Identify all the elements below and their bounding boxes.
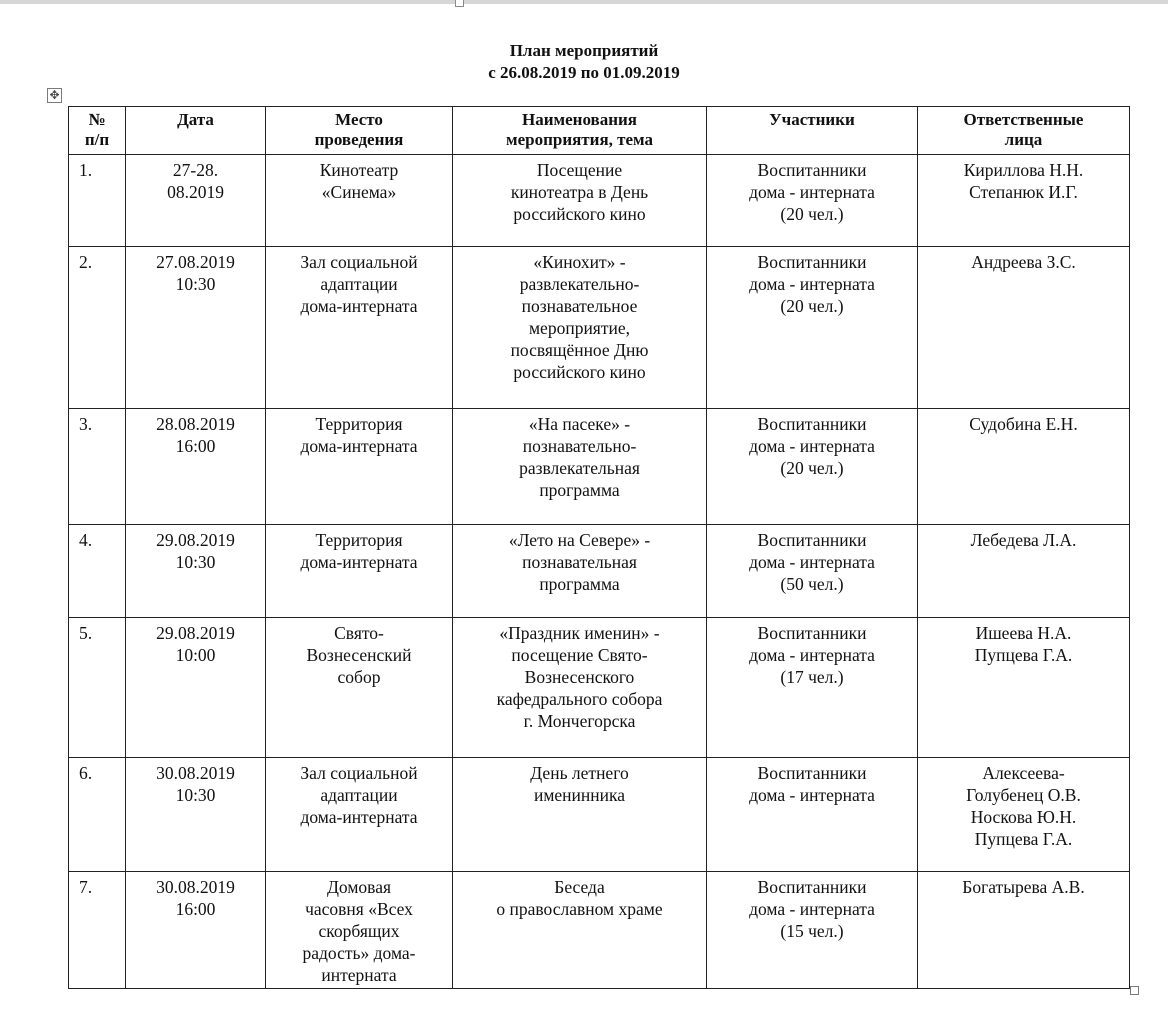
page-resize-handle[interactable] — [455, 0, 464, 7]
header-date: Дата — [126, 107, 266, 155]
cell-participants: Воспитанники дома - интерната — [707, 758, 918, 872]
header-num: № п/п — [69, 107, 126, 155]
cell-participants: Воспитанники дома - интерната (15 чел.) — [707, 872, 918, 989]
table-resize-handle[interactable] — [1130, 986, 1139, 995]
cell-num: 2. — [69, 247, 126, 409]
cell-date: 27.08.2019 10:30 — [126, 247, 266, 409]
header-event: Наименования мероприятия, тема — [453, 107, 707, 155]
cell-responsible: Ишеева Н.А. Пупцева Г.А. — [918, 618, 1130, 758]
cell-participants: Воспитанники дома - интерната (17 чел.) — [707, 618, 918, 758]
cell-date: 29.08.2019 10:00 — [126, 618, 266, 758]
cell-responsible: Лебедева Л.А. — [918, 525, 1130, 618]
cell-event: «Праздник именин» - посещение Свято- Вознесенского кафедрального собора г. Мончегорска — [453, 618, 707, 758]
cell-participants: Воспитанники дома - интерната (20 чел.) — [707, 247, 918, 409]
page-title — [0, 40, 1168, 84]
move-arrows-icon[interactable]: ✥ — [47, 88, 62, 103]
cell-date: 28.08.2019 16:00 — [126, 409, 266, 525]
cell-place: Кинотеатр «Синема» — [266, 155, 453, 247]
cell-num: 5. — [69, 618, 126, 758]
cell-num: 7. — [69, 872, 126, 989]
header-participants: Участники — [707, 107, 918, 155]
table-row — [69, 247, 1130, 409]
cell-event: День летнего именинника — [453, 758, 707, 872]
cell-event: «Лето на Севере» - познавательная программа — [453, 525, 707, 618]
header-responsible: Ответственные лица — [918, 107, 1130, 155]
cell-event: «На пасеке» - познавательно- развлекательная программа — [453, 409, 707, 525]
cell-place: Территория дома-интерната — [266, 525, 453, 618]
table-header-row — [69, 107, 1130, 155]
table-row — [69, 155, 1130, 247]
table-row — [69, 872, 1130, 989]
table-row — [69, 758, 1130, 872]
cell-responsible: Андреева З.С. — [918, 247, 1130, 409]
cell-num: 4. — [69, 525, 126, 618]
cell-participants: Воспитанники дома - интерната (20 чел.) — [707, 409, 918, 525]
cell-place: Зал социальной адаптации дома-интерната — [266, 247, 453, 409]
table-row — [69, 525, 1130, 618]
title-line-1: План мероприятий — [509, 41, 659, 60]
table-row — [69, 618, 1130, 758]
cell-num: 1. — [69, 155, 126, 247]
cell-date: 27-28. 08.2019 — [126, 155, 266, 247]
cell-num: 6. — [69, 758, 126, 872]
title-line-2: с 26.08.2019 по 01.09.2019 — [488, 63, 680, 82]
cell-num: 3. — [69, 409, 126, 525]
cell-event: «Кинохит» - развлекательно- познавательное мероприятие, посвящённое Дню российского кино — [453, 247, 707, 409]
cell-event: Беседа о православном храме — [453, 872, 707, 989]
cell-place: Зал социальной адаптации дома-интерната — [266, 758, 453, 872]
cell-event: Посещение кинотеатра в День российского кино — [453, 155, 707, 247]
cell-participants: Воспитанники дома - интерната (20 чел.) — [707, 155, 918, 247]
cell-responsible: Богатырева А.В. — [918, 872, 1130, 989]
table-row — [69, 409, 1130, 525]
window-top-edge — [0, 0, 1168, 4]
events-table — [68, 106, 1130, 989]
cell-date: 29.08.2019 10:30 — [126, 525, 266, 618]
cell-responsible: Кириллова Н.Н. Степанюк И.Г. — [918, 155, 1130, 247]
cell-place: Домовая часовня «Всех скорбящих радость» дома- интерната — [266, 872, 453, 989]
cell-responsible: Алексеева- Голубенец О.В. Носкова Ю.Н. Пупцева Г.А. — [918, 758, 1130, 872]
cell-date: 30.08.2019 10:30 — [126, 758, 266, 872]
cell-responsible: Судобина Е.Н. — [918, 409, 1130, 525]
header-place: Место проведения — [266, 107, 453, 155]
cell-place: Территория дома-интерната — [266, 409, 453, 525]
cell-date: 30.08.2019 16:00 — [126, 872, 266, 989]
cell-place: Свято- Вознесенский собор — [266, 618, 453, 758]
cell-participants: Воспитанники дома - интерната (50 чел.) — [707, 525, 918, 618]
